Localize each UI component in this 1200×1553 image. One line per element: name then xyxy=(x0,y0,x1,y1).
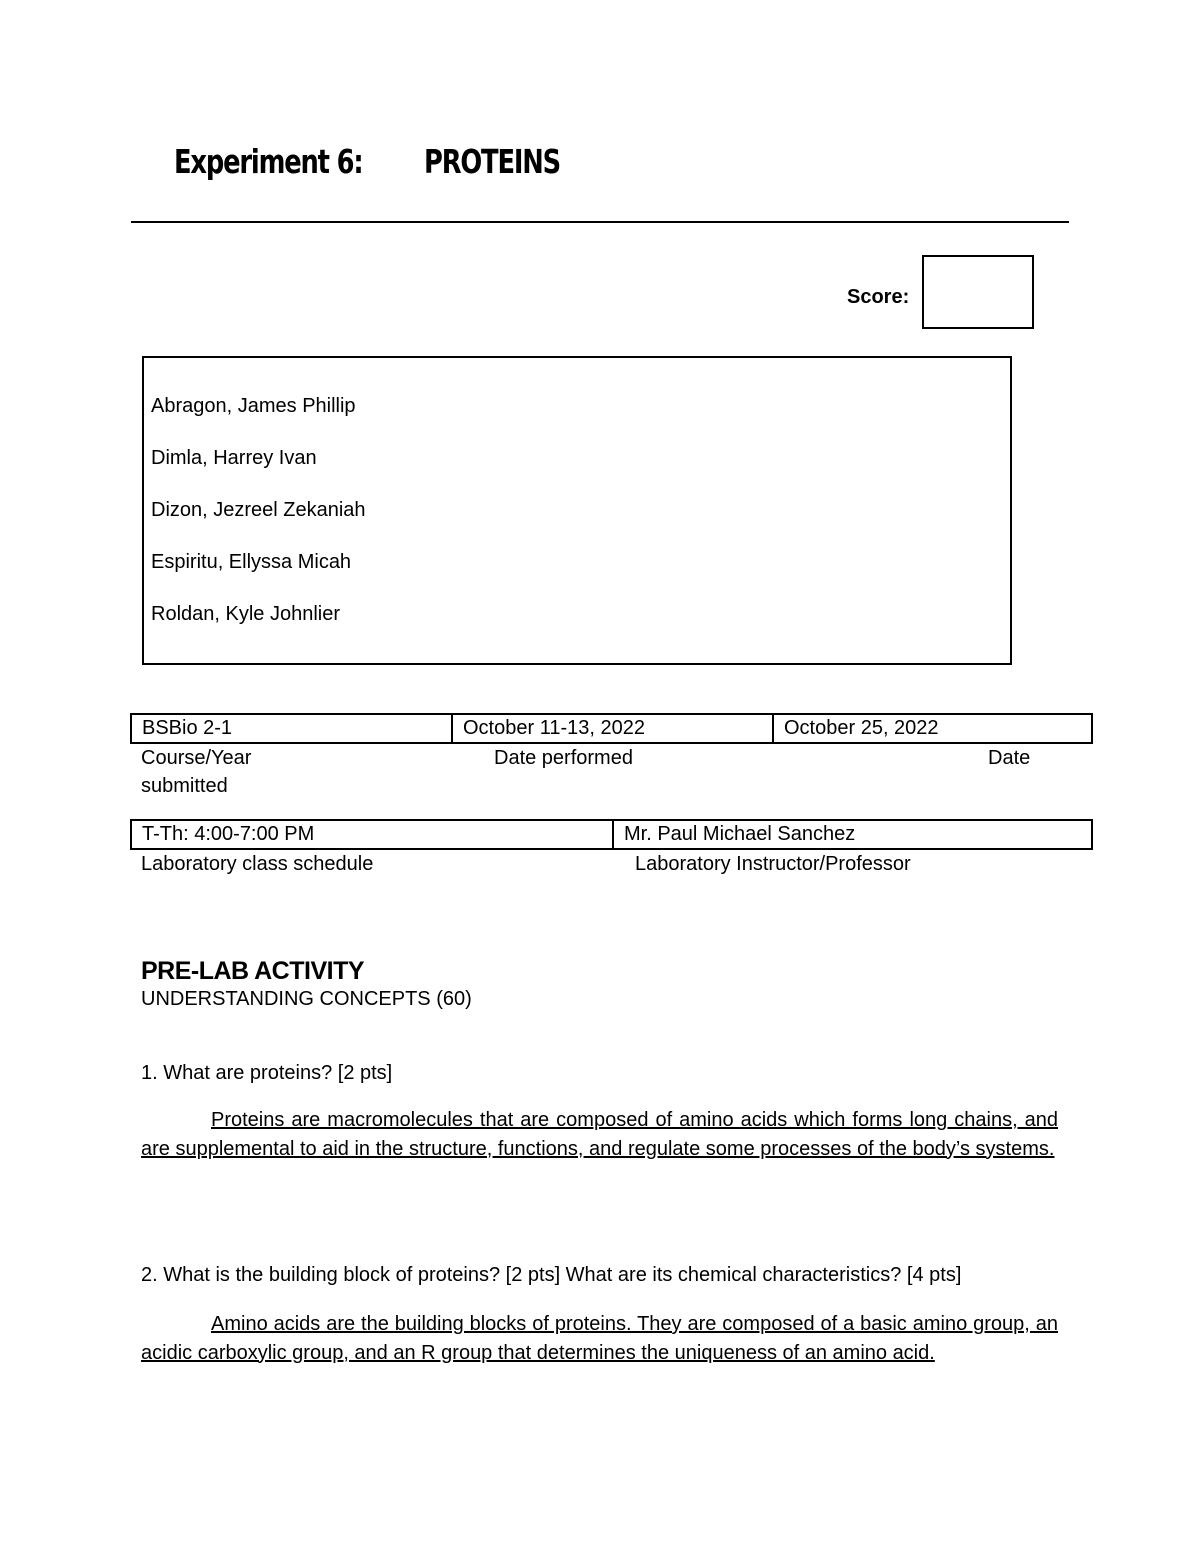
submitted-label: submitted xyxy=(141,775,228,797)
course-year-field: BSBio 2-1 xyxy=(130,713,453,744)
score-box xyxy=(922,255,1034,329)
schedule-field: T-Th: 4:00-7:00 PM xyxy=(130,819,614,850)
answer-2: Amino acids are the building blocks of proteins. They are composed of a basic amino group, an acidic carboxylic group, and an R group that determines the uniqueness of an amino acid. xyxy=(141,1313,1058,1364)
date-performed-field: October 11-13, 2022 xyxy=(451,713,774,744)
prelab-heading: PRE-LAB ACTIVITY xyxy=(141,957,365,985)
instructor-field: Mr. Paul Michael Sanchez xyxy=(612,819,1093,850)
member-name: Roldan, Kyle Johnlier xyxy=(151,603,340,625)
experiment-topic: PROTEINS xyxy=(424,142,561,181)
member-name: Espiritu, Ellyssa Micah xyxy=(151,551,352,573)
instructor-label: Laboratory Instructor/Professor xyxy=(635,853,911,875)
course-year-label: Course/Year xyxy=(141,747,252,769)
title-divider xyxy=(131,221,1069,223)
question-2: 2. What is the building block of proteins? [2 pts] What are its chemical characteristics? [4 pts] xyxy=(141,1264,962,1286)
date-label: Date xyxy=(988,747,1031,769)
prelab-subheading: UNDERSTANDING CONCEPTS (60) xyxy=(141,988,472,1010)
schedule-label: Laboratory class schedule xyxy=(141,853,374,875)
score-label: Score: xyxy=(847,286,910,308)
member-name: Dimla, Harrey Ivan xyxy=(151,447,317,469)
question-1: 1. What are proteins? [2 pts] xyxy=(141,1062,393,1084)
date-submitted-field: October 25, 2022 xyxy=(772,713,1093,744)
member-name: Abragon, James Phillip xyxy=(151,395,356,417)
member-name: Dizon, Jezreel Zekaniah xyxy=(151,499,366,521)
answer-1: Proteins are macromolecules that are composed of amino acids which forms long chains, and are supplemental to aid in the structure, functions, and regulate some processes of the body’s systems. xyxy=(141,1109,1058,1160)
date-performed-label: Date performed xyxy=(494,747,633,769)
experiment-number: Experiment 6: xyxy=(174,142,363,181)
